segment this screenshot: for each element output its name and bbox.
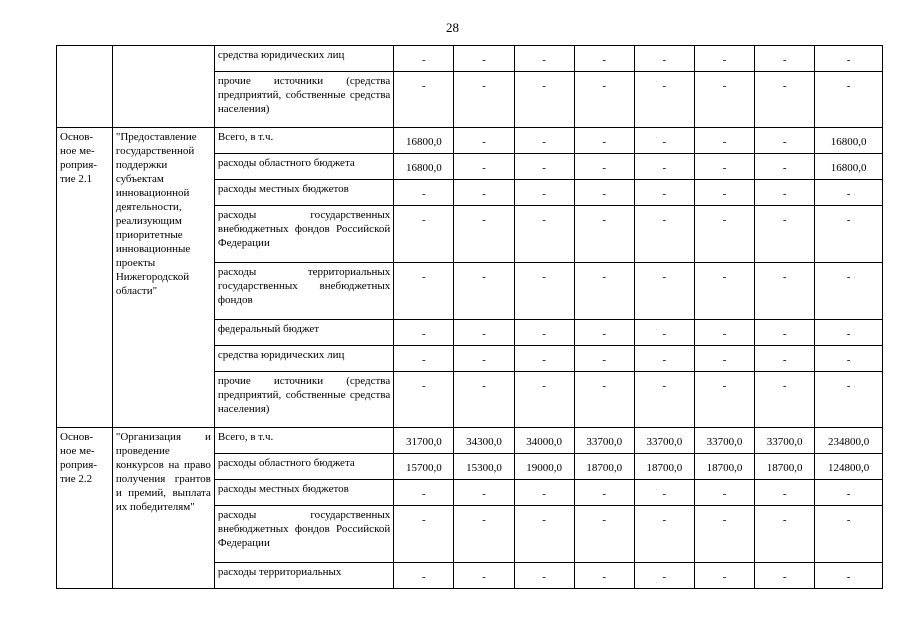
- funding-value: 18700,0: [634, 454, 694, 480]
- funding-source: расходы государственных внебюджетных фондов Российской Федерации: [214, 206, 393, 263]
- funding-value: -: [454, 506, 514, 563]
- funding-value: -: [815, 372, 883, 428]
- funding-value: -: [694, 46, 754, 72]
- funding-value: -: [634, 206, 694, 263]
- funding-value: -: [694, 154, 754, 180]
- funding-value: -: [815, 263, 883, 320]
- funding-value: -: [574, 154, 634, 180]
- funding-value: -: [574, 72, 634, 128]
- funding-value: -: [454, 372, 514, 428]
- funding-value: -: [815, 180, 883, 206]
- funding-value: -: [755, 128, 815, 154]
- funding-value: -: [454, 346, 514, 372]
- funding-value: -: [514, 263, 574, 320]
- funding-source: расходы местных бюджетов: [214, 480, 393, 506]
- funding-value: -: [514, 72, 574, 128]
- funding-source: расходы областного бюджета: [214, 454, 393, 480]
- funding-value: -: [815, 506, 883, 563]
- funding-value: 34300,0: [454, 428, 514, 454]
- funding-value: 15300,0: [454, 454, 514, 480]
- funding-value: -: [514, 180, 574, 206]
- event-description: "Организация и проведение конкурсов на право получения грантов и премий, выплата их победителям": [112, 428, 214, 589]
- funding-value: -: [694, 128, 754, 154]
- funding-value: 16800,0: [394, 128, 454, 154]
- funding-value: 31700,0: [394, 428, 454, 454]
- funding-value: -: [634, 46, 694, 72]
- funding-value: -: [694, 72, 754, 128]
- funding-value: -: [694, 480, 754, 506]
- funding-value: -: [694, 372, 754, 428]
- funding-value: -: [454, 206, 514, 263]
- funding-source: прочие источники (средства предприятий, собственные средства населения): [214, 372, 393, 428]
- funding-value: 16800,0: [394, 154, 454, 180]
- table-row: [57, 46, 883, 72]
- funding-value: -: [514, 320, 574, 346]
- event-cell-empty: [57, 46, 113, 128]
- funding-value: -: [514, 46, 574, 72]
- funding-value: -: [694, 206, 754, 263]
- funding-value: -: [815, 480, 883, 506]
- funding-source: расходы территориальных: [214, 563, 393, 589]
- funding-table: [56, 45, 883, 589]
- funding-value: -: [514, 480, 574, 506]
- funding-value: -: [755, 206, 815, 263]
- funding-source: расходы областного бюджета: [214, 154, 393, 180]
- funding-value: -: [634, 480, 694, 506]
- funding-value: -: [514, 372, 574, 428]
- funding-value: -: [755, 72, 815, 128]
- funding-value: -: [815, 563, 883, 589]
- funding-value: -: [454, 563, 514, 589]
- funding-source: расходы местных бюджетов: [214, 180, 393, 206]
- funding-value: -: [694, 180, 754, 206]
- funding-value: 34000,0: [514, 428, 574, 454]
- funding-value: -: [574, 563, 634, 589]
- funding-value: -: [574, 180, 634, 206]
- funding-value: -: [815, 72, 883, 128]
- funding-value: 16800,0: [815, 154, 883, 180]
- funding-value: -: [394, 206, 454, 263]
- funding-value: -: [394, 480, 454, 506]
- funding-value: 234800,0: [815, 428, 883, 454]
- funding-value: -: [514, 563, 574, 589]
- funding-value: 18700,0: [574, 454, 634, 480]
- funding-value: -: [694, 346, 754, 372]
- funding-value: -: [574, 206, 634, 263]
- funding-value: -: [454, 480, 514, 506]
- funding-value: -: [694, 263, 754, 320]
- funding-value: -: [755, 180, 815, 206]
- funding-value: -: [574, 263, 634, 320]
- funding-source: средства юридических лиц: [214, 46, 393, 72]
- funding-value: -: [454, 263, 514, 320]
- funding-value: -: [815, 346, 883, 372]
- event-description: "Предоставление государственной поддержки субъектам инновационной деятельности, реализующим приоритетные инновационные проекты Нижегородской области": [112, 128, 214, 428]
- table-row: [57, 428, 883, 454]
- funding-value: -: [574, 128, 634, 154]
- funding-value: -: [394, 320, 454, 346]
- funding-value: -: [815, 320, 883, 346]
- funding-value: -: [454, 320, 514, 346]
- funding-value: -: [634, 72, 694, 128]
- funding-value: 33700,0: [694, 428, 754, 454]
- funding-value: -: [634, 154, 694, 180]
- funding-value: -: [394, 46, 454, 72]
- funding-source: средства юридических лиц: [214, 346, 393, 372]
- funding-value: -: [755, 506, 815, 563]
- funding-value: -: [574, 506, 634, 563]
- funding-value: -: [755, 320, 815, 346]
- funding-value: -: [634, 563, 694, 589]
- funding-value: -: [815, 46, 883, 72]
- funding-value: -: [694, 320, 754, 346]
- funding-value: 16800,0: [815, 128, 883, 154]
- funding-value: -: [694, 563, 754, 589]
- funding-value: -: [574, 346, 634, 372]
- funding-source: расходы государственных внебюджетных фондов Российской Федерации: [214, 506, 393, 563]
- funding-value: -: [634, 180, 694, 206]
- funding-value: -: [394, 346, 454, 372]
- funding-value: -: [394, 506, 454, 563]
- funding-source: прочие источники (средства предприятий, собственные средства населения): [214, 72, 393, 128]
- funding-value: 18700,0: [755, 454, 815, 480]
- event-name: Основ- ное ме- роприя- тие 2.1: [57, 128, 113, 428]
- page-number: 28: [446, 20, 459, 35]
- funding-value: -: [454, 72, 514, 128]
- funding-value: 33700,0: [634, 428, 694, 454]
- funding-value: -: [755, 480, 815, 506]
- funding-value: -: [755, 46, 815, 72]
- funding-value: 15700,0: [394, 454, 454, 480]
- funding-value: -: [634, 346, 694, 372]
- funding-source: расходы территориальных государственных внебюджетных фондов: [214, 263, 393, 320]
- event-name: Основ- ное ме- роприя- тие 2.2: [57, 428, 113, 589]
- funding-value: -: [694, 506, 754, 563]
- funding-source: федеральный бюджет: [214, 320, 393, 346]
- funding-value: -: [634, 506, 694, 563]
- funding-value: -: [514, 128, 574, 154]
- funding-source: Всего, в т.ч.: [214, 128, 393, 154]
- funding-value: -: [394, 563, 454, 589]
- funding-value: -: [394, 72, 454, 128]
- funding-value: -: [634, 320, 694, 346]
- funding-value: -: [454, 128, 514, 154]
- funding-source: Всего, в т.ч.: [214, 428, 393, 454]
- funding-value: -: [514, 154, 574, 180]
- funding-value: -: [454, 46, 514, 72]
- funding-value: -: [514, 346, 574, 372]
- funding-value: -: [574, 320, 634, 346]
- funding-value: 124800,0: [815, 454, 883, 480]
- funding-value: -: [755, 263, 815, 320]
- funding-value: -: [634, 128, 694, 154]
- funding-value: -: [574, 480, 634, 506]
- funding-value: -: [755, 346, 815, 372]
- funding-value: 19000,0: [514, 454, 574, 480]
- funding-value: -: [755, 372, 815, 428]
- table-row: [57, 128, 883, 154]
- funding-value: -: [574, 46, 634, 72]
- funding-value: -: [755, 154, 815, 180]
- funding-value: -: [454, 180, 514, 206]
- funding-value: -: [755, 563, 815, 589]
- funding-value: -: [634, 263, 694, 320]
- funding-value: -: [514, 206, 574, 263]
- funding-value: -: [574, 372, 634, 428]
- funding-value: -: [394, 263, 454, 320]
- funding-table-body: [57, 46, 883, 589]
- funding-value: -: [454, 154, 514, 180]
- funding-value: -: [815, 206, 883, 263]
- funding-value: -: [634, 372, 694, 428]
- description-cell-empty: [112, 46, 214, 128]
- funding-value: -: [514, 506, 574, 563]
- funding-value: 33700,0: [574, 428, 634, 454]
- funding-value: 33700,0: [755, 428, 815, 454]
- funding-value: -: [394, 180, 454, 206]
- funding-value: 18700,0: [694, 454, 754, 480]
- funding-value: -: [394, 372, 454, 428]
